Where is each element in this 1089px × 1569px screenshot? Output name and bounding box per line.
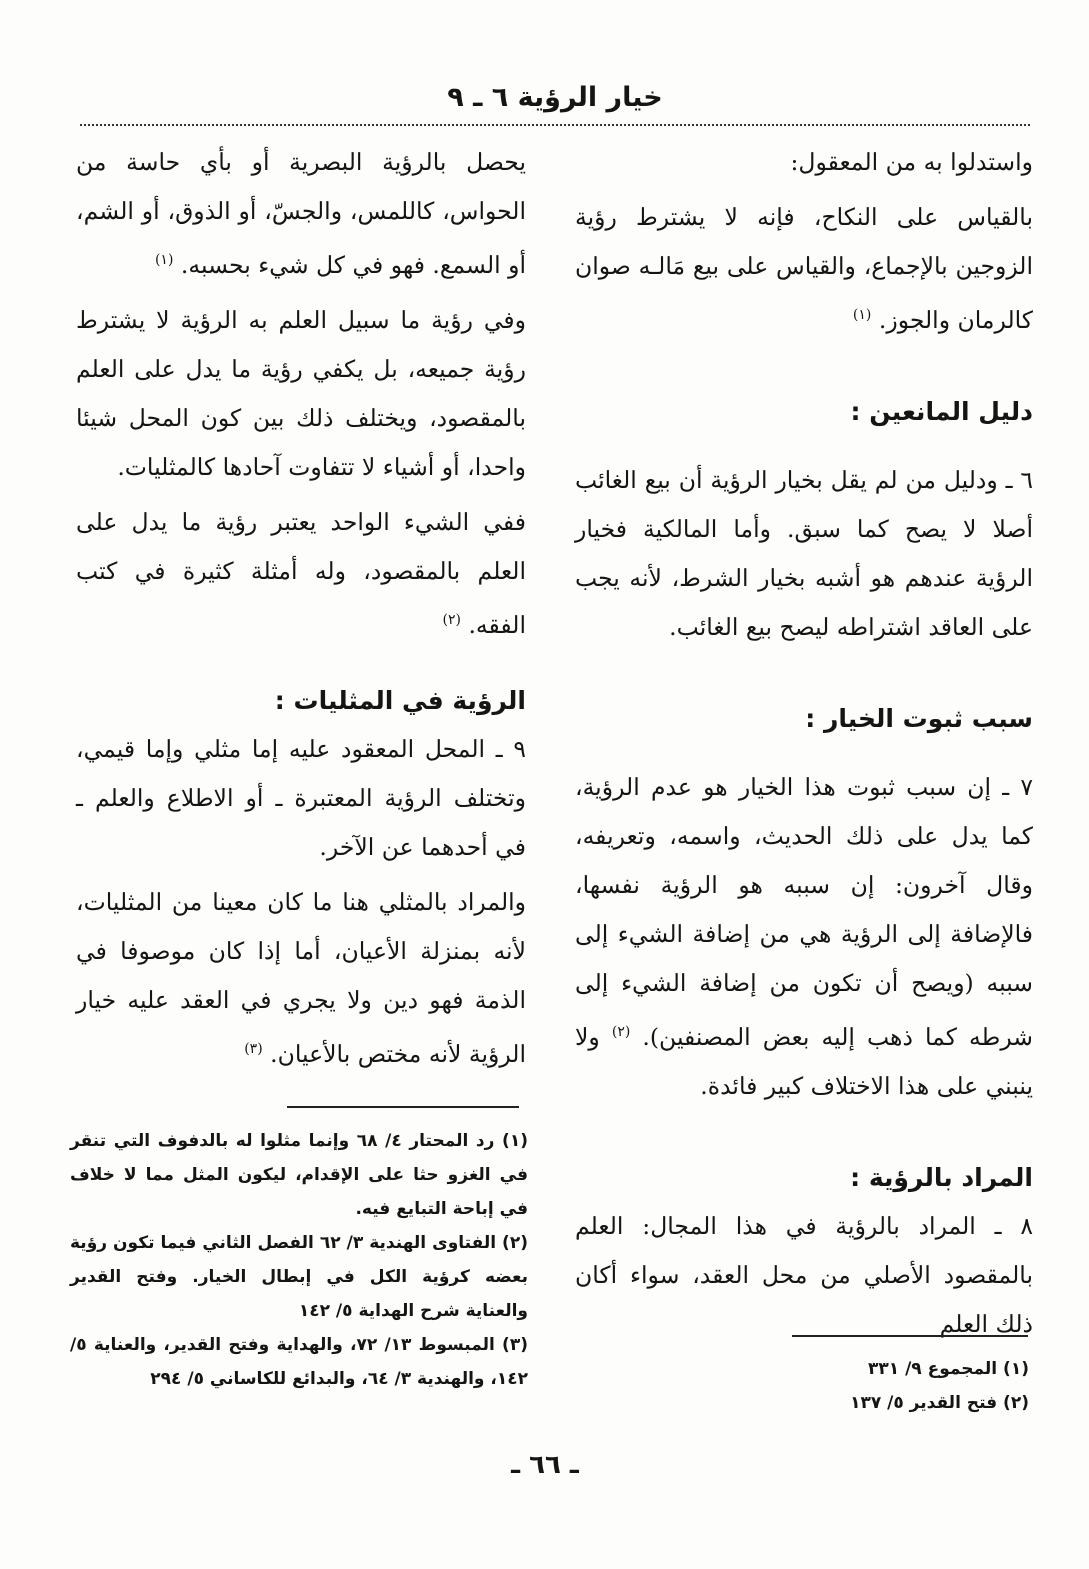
footnote-2-left: (٢) الفتاوى الهندية ٣/ ٦٢ الفصل الثاني فيما تكون رؤية بعضه كرؤية الكل في إبطال الخيار. وفتح القدير والعناية شرح الهداية ٥/ ١٤٢ bbox=[70, 1233, 528, 1321]
paragraph-intro: واستدلوا به من المعقول: bbox=[790, 148, 1033, 176]
paragraph-ruya-jamieih: وفي رؤية ما سبيل العلم به الرؤية لا يشترط رؤية جميعه، بل يكفي رؤية ما يدل على العلم بالمقصود، ويختلف ذلك بين كون المحل شيئا واحدا، أو أشياء لا تتفاوت آحادها كالمثليات. bbox=[76, 305, 526, 481]
paragraph-6: ٦ ـ ودليل من لم يقل بخيار الرؤية أن بيع الغائب أصلا لا يصح كما سبق. وأما المالكية فخيار الرؤية عندهم هو أشبه بخيار الشرط، لأنه يجب على العاقد اشتراطه ليصح بيع الغائب. bbox=[575, 465, 1033, 641]
paragraph-qiyas: بالقياس على النكاح، فإنه لا يشترط رؤية الزوجين بالإجماع، والقياس على بيع مَالـه صوان كالرمان والجوز. $^{(١)}$ bbox=[575, 203, 1033, 334]
heading-mithliyat: الرؤية في المثليات : bbox=[274, 685, 526, 715]
paragraph-mithli: والمراد بالمثلي هنا ما كان معينا من المثليات، لأنه بمنزلة الأعيان، أما إذا كان موصوفا في الذمة فهو دين ولا يجري في العقد عليه خيار الرؤية لأنه مختص بالأعيان. $^{(٣)}$ bbox=[76, 887, 526, 1068]
right-column bbox=[575, 138, 1033, 1355]
left-column bbox=[76, 138, 526, 1084]
footnote-rule-left bbox=[287, 1106, 519, 1108]
footnote-1-left: (١) رد المحتار ٤/ ٦٨ وإنما مثلوا له بالدفوف التي تنقر في الغزو حثا على الإقدام، ليكون المثل مما لا خلاف في إباحة التبايع فيه. bbox=[70, 1131, 528, 1219]
footnote-rule-right bbox=[792, 1335, 1028, 1337]
footnote-1-right: (١) المجموع ٩/ ٣٣١ bbox=[868, 1359, 1029, 1379]
footnote-3-left: (٣) المبسوط ١٣/ ٧٢، والهداية وفتح القدير، والعناية ٥/ ١٤٢، والهندية ٣/ ٦٤، والبدائع للكاساني ٥/ ٢٩٤ bbox=[70, 1335, 528, 1389]
paragraph-shay-wahid: ففي الشيء الواحد يعتبر رؤية ما يدل على العلم بالمقصود، وله أمثلة كثيرة في كتب الفقه. $^{(٢)}$ bbox=[76, 507, 526, 639]
footnote-ref: (٢) bbox=[611, 1023, 631, 1040]
paragraph-9: ٩ ـ المحل المعقود عليه إما مثلي وإما قيمي، وتختلف الرؤية المعتبرة ـ أو الاطلاع والعلم ـ في أحدهما عن الآخر. bbox=[76, 734, 526, 861]
footnotes-right bbox=[729, 1352, 1029, 1420]
header-dotted-rule bbox=[80, 124, 1030, 126]
paragraph-7: ٧ ـ إن سبب ثبوت هذا الخيار هو عدم الرؤية، كما يدل على ذلك الحديث، واسمه، وتعريفه، وقال آخرون: إن سببه هو الرؤية نفسها، فالإضافة إلى الرؤية هي من إضافة الشيء إلى سببه (ويصح أن تكون من إضافة الشيء إلى شرطه كما ذهب إليه بعض المصنفين). $^{(٢)}$ ولا ينبني على هذا الاختلاف كبير فائدة. bbox=[575, 772, 1033, 1100]
heading-dalil-almanieen: دليل المانعين : bbox=[850, 396, 1033, 426]
footnote-2-right: (٢) فتح القدير ٥/ ١٣٧ bbox=[850, 1393, 1029, 1413]
footnote-ref: (٢) bbox=[442, 611, 461, 628]
footnotes-left bbox=[70, 1124, 528, 1396]
paragraph-8: ٨ ـ المراد بالرؤية في هذا المجال: العلم بالمقصود الأصلي من محل العقد، سواء أكان ذلك العلم bbox=[575, 1211, 1033, 1338]
paragraph-8-continued: يحصل بالرؤية البصرية أو بأي حاسة من الحواس، كاللمس، والجسّ، أو الذوق، أو الشم، أو السمع. فهو في كل شيء بحسبه. $^{(١)}$ bbox=[76, 148, 526, 279]
heading-sabab-thubut: سبب ثبوت الخيار : bbox=[805, 703, 1033, 733]
page-number: ـ ٦٦ ـ bbox=[511, 1450, 579, 1480]
footnote-ref: (١) bbox=[154, 252, 174, 268]
footnote-ref: (٣) bbox=[244, 1040, 263, 1057]
heading-almurad: المراد بالرؤية : bbox=[850, 1162, 1033, 1192]
footnote-ref: (١) bbox=[852, 307, 872, 323]
running-header: خيار الرؤية ٦ ـ ٩ bbox=[447, 82, 663, 113]
